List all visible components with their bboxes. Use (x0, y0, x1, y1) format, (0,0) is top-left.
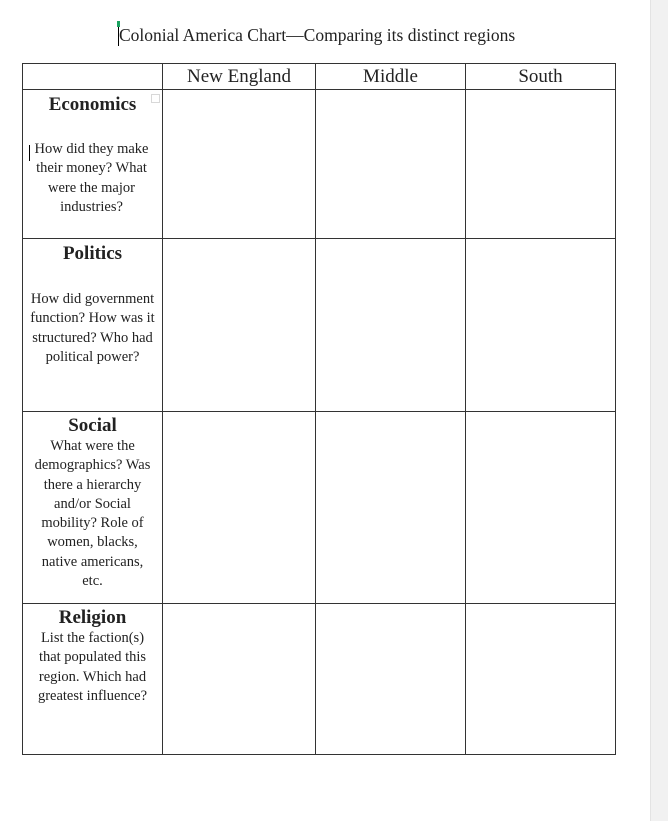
category-cell-economics[interactable] (23, 90, 163, 239)
cell-social-middle[interactable] (316, 412, 466, 604)
table-row-politics (23, 239, 616, 412)
cell-economics-middle[interactable] (316, 90, 466, 239)
category-title: Social (68, 415, 117, 436)
table-header-row (23, 64, 616, 90)
category-question: How did government function? How was it structured? Who had political power? (30, 291, 155, 365)
cell-economics-new-england[interactable] (163, 90, 316, 239)
cell-religion-south[interactable] (466, 604, 616, 755)
cell-religion-middle[interactable] (316, 604, 466, 755)
cell-text-cursor (29, 145, 30, 161)
category-question: List the faction(s) that populated this region. Which had greatest influence? (37, 630, 148, 704)
cell-politics-middle[interactable] (316, 239, 466, 412)
cell-social-new-england[interactable] (163, 412, 316, 604)
scroll-gutter[interactable] (650, 0, 668, 821)
table-anchor-icon (151, 94, 160, 103)
cell-politics-south[interactable] (466, 239, 616, 412)
header-cell-blank[interactable] (23, 64, 163, 90)
category-cell-religion[interactable] (23, 604, 163, 755)
header-cell-south[interactable]: South (466, 64, 616, 90)
category-title: Economics (48, 94, 137, 115)
comparison-table[interactable] (22, 63, 616, 755)
cell-politics-new-england[interactable] (163, 239, 316, 412)
cell-social-south[interactable] (466, 412, 616, 604)
table-row-economics (23, 90, 616, 239)
category-question: How did they make their money? What were the major industries? (34, 141, 149, 215)
cell-economics-south[interactable] (466, 90, 616, 239)
header-cell-middle[interactable]: Middle (316, 64, 466, 90)
category-title: Politics (62, 243, 123, 264)
category-question: What were the demographics? Was there a hierarchy and/or Social mobility? Role of women, blacks, native americans, etc. (34, 438, 151, 590)
document-title[interactable]: Colonial America Chart—Comparing its distinct regions (119, 25, 516, 45)
table-row-religion (23, 604, 616, 755)
category-cell-politics[interactable] (23, 239, 163, 412)
cell-religion-new-england[interactable] (163, 604, 316, 755)
category-title: Religion (58, 607, 127, 628)
table-row-social (23, 412, 616, 604)
header-cell-new-england[interactable]: New England (163, 64, 316, 90)
category-cell-social[interactable] (23, 412, 163, 604)
